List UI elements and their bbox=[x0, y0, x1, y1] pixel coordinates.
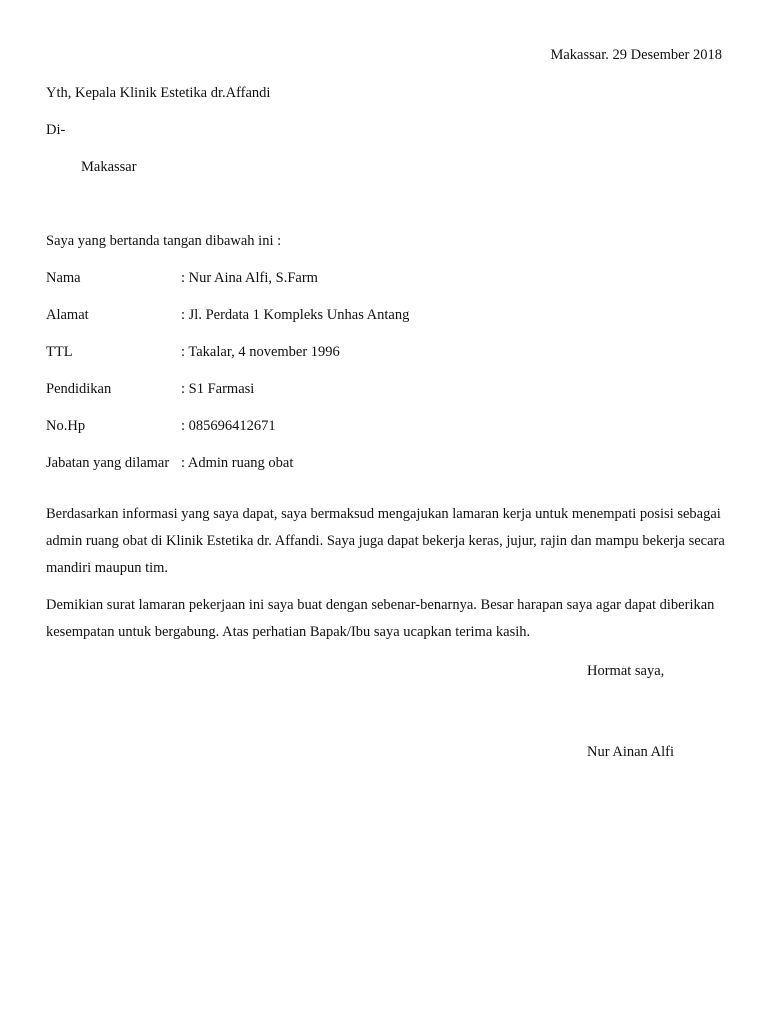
body-paragraph-2: Demikian surat lamaran pekerjaan ini saya buat dengan sebenar-benarnya. Besar harapan saya agar dapat diberikan kesempatan untuk bergabung. Atas perhatian Bapak/Ibu saya ucapkan terima kasih. bbox=[46, 596, 715, 640]
field-label: No.Hp bbox=[46, 418, 86, 434]
recipient-line: Yth, Kepala Klinik Estetika dr.Affandi bbox=[46, 85, 271, 101]
field-label: Jabatan yang dilamar bbox=[46, 455, 170, 471]
di-line: Di- bbox=[46, 122, 66, 138]
closing-salutation: Hormat saya, bbox=[587, 663, 665, 679]
intro-line: Saya yang bertanda tangan dibawah ini : bbox=[46, 233, 282, 249]
field-row-ttl bbox=[46, 344, 340, 361]
field-label: Pendidikan bbox=[46, 381, 112, 397]
field-value: : S1 Farmasi bbox=[181, 381, 255, 397]
field-value: : 085696412671 bbox=[181, 418, 276, 434]
body-paragraph-1: Berdasarkan informasi yang saya dapat, saya bermaksud mengajukan lamaran kerja untuk menempati posisi sebagai admin ruang obat di Klinik Estetika dr. Affandi. Saya juga dapat bekerja keras, jujur, rajin dan mampu bekerja secara mandiri maupun tim. bbox=[46, 505, 725, 576]
recipient-city: Makassar bbox=[81, 159, 137, 175]
field-label: TTL bbox=[46, 344, 73, 360]
field-row-alamat bbox=[46, 307, 409, 324]
field-label: Nama bbox=[46, 270, 81, 286]
field-row-jabatan bbox=[46, 455, 293, 472]
field-value: : Admin ruang obat bbox=[181, 455, 294, 471]
field-value: : Takalar, 4 november 1996 bbox=[181, 344, 340, 360]
field-label: Alamat bbox=[46, 307, 89, 323]
field-value: : Nur Aina Alfi, S.Farm bbox=[181, 270, 318, 286]
letter-date: Makassar. 29 Desember 2018 bbox=[550, 47, 722, 63]
field-row-pendidikan bbox=[46, 381, 254, 398]
field-row-nama bbox=[46, 270, 318, 287]
field-value: : Jl. Perdata 1 Kompleks Unhas Antang bbox=[181, 307, 410, 323]
signer-name: Nur Ainan Alfi bbox=[587, 744, 674, 760]
field-row-nohp bbox=[46, 418, 276, 435]
